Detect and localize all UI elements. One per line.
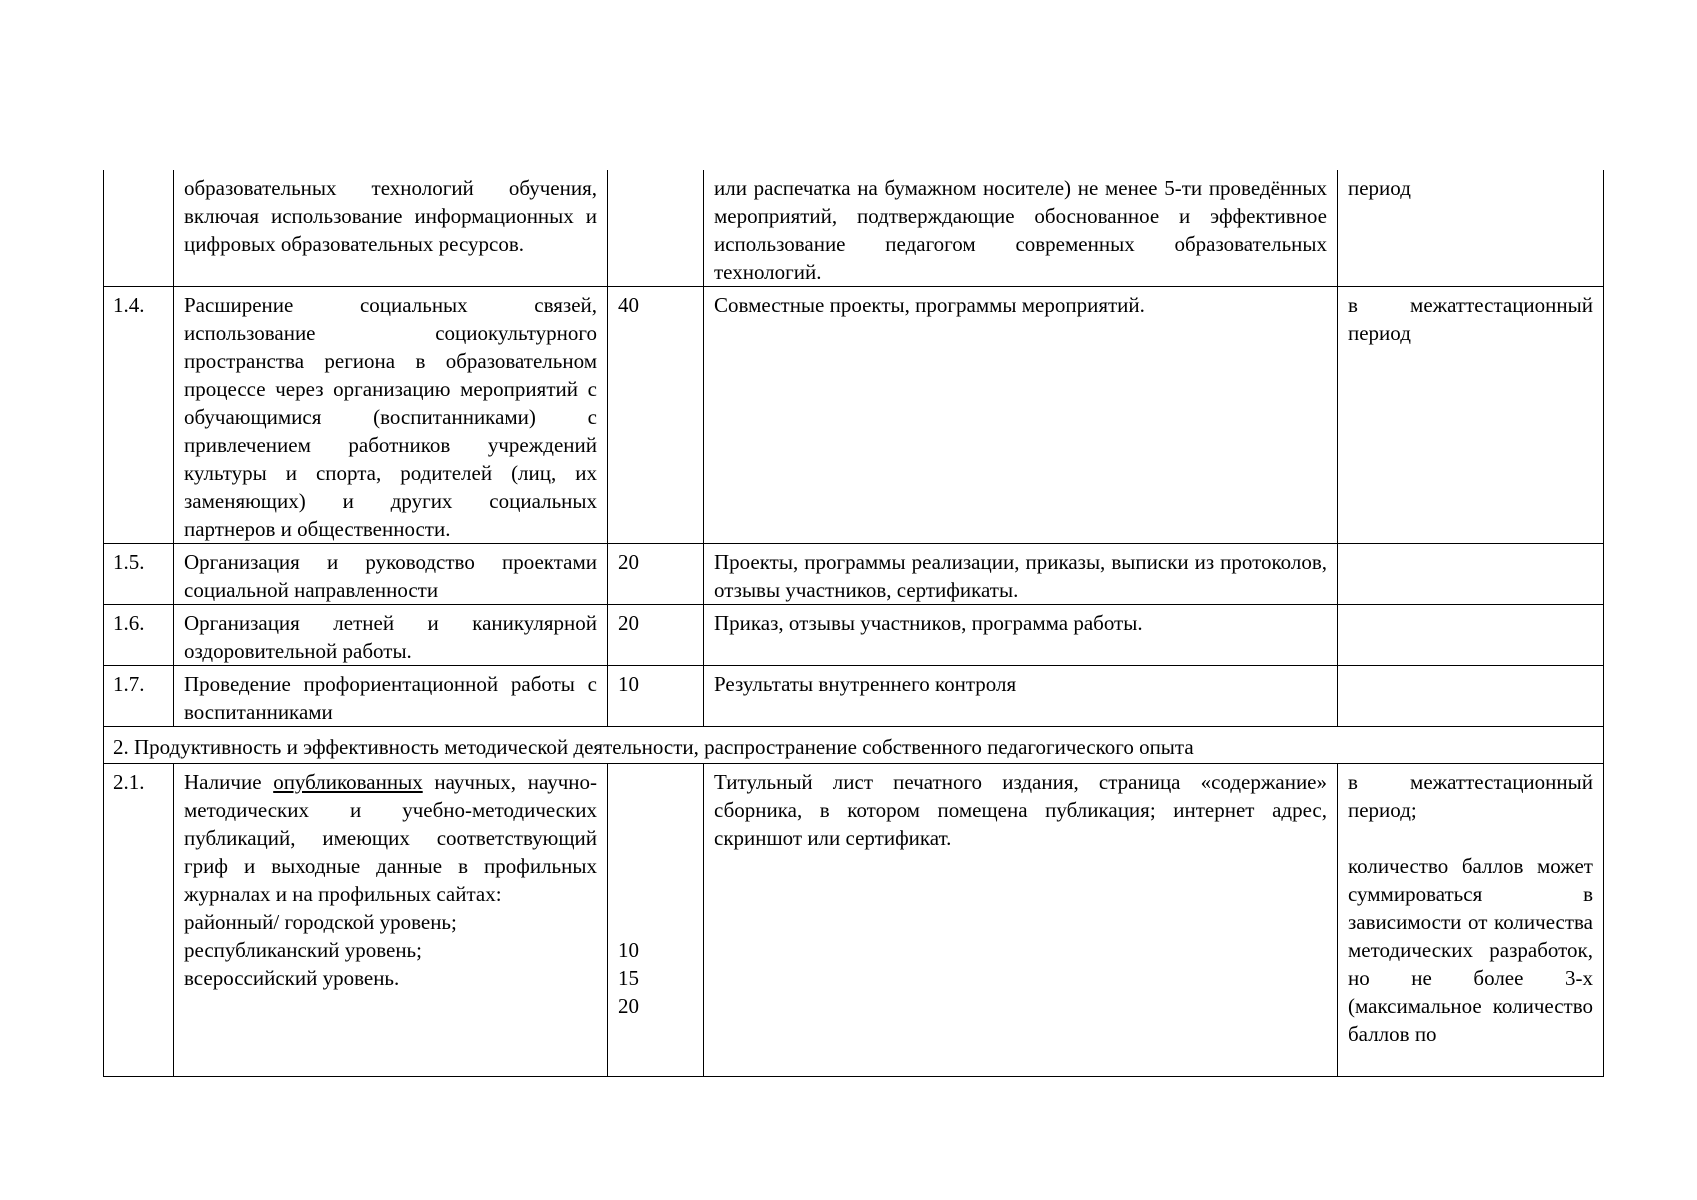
table-row <box>104 764 1604 1077</box>
evaluation-table <box>103 170 1604 1077</box>
level-points-federal: 20 <box>618 994 639 1018</box>
row-number: 1.4. <box>104 287 174 544</box>
row-number: 1.5. <box>104 544 174 605</box>
evidence-cell: Результаты внутреннего контроля <box>704 666 1338 727</box>
criterion-cell <box>174 764 608 1077</box>
note-cell <box>1338 666 1604 727</box>
points-cell: 20 <box>608 544 704 605</box>
note-cell: в межаттестационный период <box>1338 287 1604 544</box>
row-number: 2.1. <box>104 764 174 1077</box>
note-cell <box>1338 544 1604 605</box>
level-label-district: районный/ городской уровень; <box>184 910 457 934</box>
section-header-row <box>104 727 1604 764</box>
evidence-cell: Совместные проекты, программы мероприятий. <box>704 287 1338 544</box>
row-number: 1.7. <box>104 666 174 727</box>
points-cell: 40 <box>608 287 704 544</box>
points-cell: 20 <box>608 605 704 666</box>
table-row <box>104 666 1604 727</box>
evidence-cell: Проекты, программы реализации, приказы, выписки из протоколов, отзывы участников, сертификаты. <box>704 544 1338 605</box>
criterion-cell: Расширение социальных связей, использование социокультурного пространства региона в образовательном процессе через организацию мероприятий с обучающимися (воспитанниками) с привлечением работников учреждений культуры и спорта, родителей (лиц, их заменяющих) и других социальных партнеров и общественности. <box>174 287 608 544</box>
points-cell <box>608 170 704 287</box>
criterion-cell: Организация и руководство проектами социальной направленности <box>174 544 608 605</box>
evidence-cell: или распечатка на бумажном носителе) не менее 5-ти проведённых мероприятий, подтверждающие обоснованное и эффективное использование педагогом современных образовательных технологий. <box>704 170 1338 287</box>
note-period: в межаттестационный период; <box>1348 770 1593 822</box>
table-row <box>104 544 1604 605</box>
criterion-cell: образовательных технологий обучения, включая использование информационных и цифровых образовательных ресурсов. <box>174 170 608 287</box>
row-number: 1.6. <box>104 605 174 666</box>
criterion-cell: Организация летней и каникулярной оздоровительной работы. <box>174 605 608 666</box>
level-points-district: 10 <box>618 938 639 962</box>
criterion-intro: Наличие <box>184 770 262 794</box>
table-row <box>104 605 1604 666</box>
document-page <box>103 170 1603 1077</box>
criterion-body: научных, научно-методических и учебно-методических публикаций, имеющих соответствующий гриф и выходные данные в профильных журналах и на профильных сайтах: <box>184 770 597 906</box>
note-cell <box>1338 764 1604 1077</box>
evidence-cell: Приказ, отзывы участников, программа работы. <box>704 605 1338 666</box>
table-row <box>104 287 1604 544</box>
level-label-federal: всероссийский уровень. <box>184 966 400 990</box>
criterion-underlined-word: опубликованных <box>273 770 423 794</box>
criterion-text <box>184 770 597 906</box>
section-title: 2. Продуктивность и эффективность методической деятельности, распространение собственного педагогического опыта <box>104 727 1604 764</box>
table-row <box>104 170 1604 287</box>
note-cell <box>1338 605 1604 666</box>
row-number <box>104 170 174 287</box>
points-cell: 10 <box>608 666 704 727</box>
note-cell: период <box>1338 170 1604 287</box>
points-cell <box>608 764 704 1077</box>
level-label-republic: республиканский уровень; <box>184 938 422 962</box>
note-scoring: количество баллов может суммироваться в зависимости от количества методических разработок, но не более 3-х (максимальное количество баллов по <box>1348 854 1593 1046</box>
criterion-cell: Проведение профориентационной работы с воспитанниками <box>174 666 608 727</box>
level-points-republic: 15 <box>618 966 639 990</box>
evidence-cell: Титульный лист печатного издания, страница «содержание» сборника, в котором помещена публикация; интернет адрес, скриншот или сертификат. <box>704 764 1338 1077</box>
